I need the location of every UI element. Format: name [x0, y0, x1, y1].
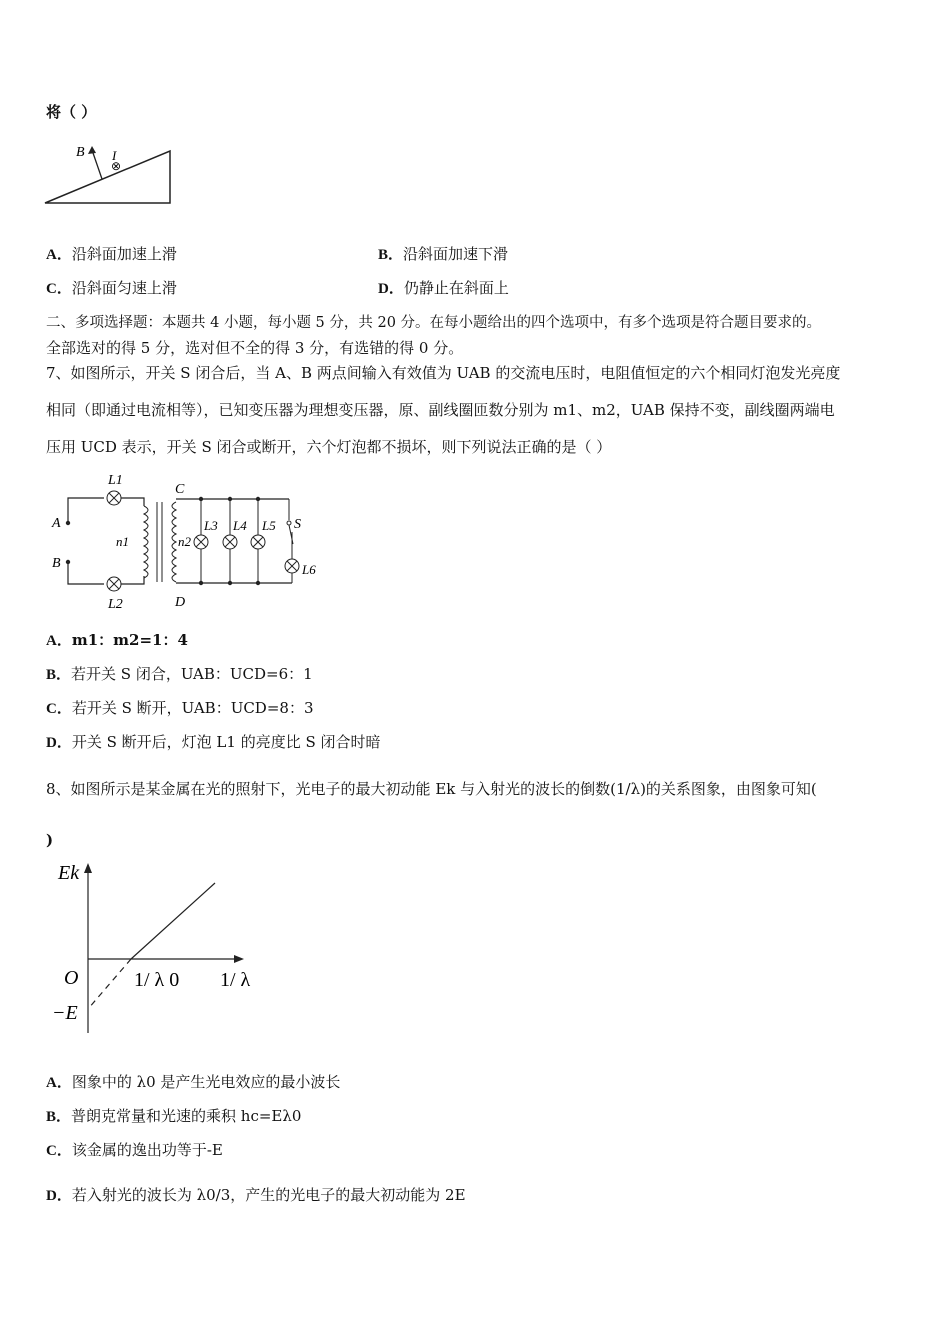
- q8-option-d[interactable]: [46, 1184, 466, 1207]
- q8-stem-line1: 8、如图所示是某金属在光的照射下，光电子的最大初动能 Ek 与入射光的波长的倒数(1/λ)的关系图象，由图象可知(: [46, 780, 817, 798]
- q7-stem-line2: 相同（即通过电流相等），已知变压器为理想变压器，原、副线圈匝数分别为 m1、m2，UAB 保持不变，副线圈两端电: [46, 401, 835, 419]
- label-l3: L3: [204, 518, 218, 533]
- primary-coil: [144, 506, 148, 578]
- label-l2: L2: [108, 597, 123, 612]
- q7-option-b[interactable]: [46, 663, 313, 686]
- q8-option-a[interactable]: [46, 1071, 340, 1094]
- option-text: 普朗克常量和光速的乘积 hc=Eλ0: [71, 1107, 302, 1125]
- option-letter: A．: [46, 247, 72, 263]
- option-letter: D．: [378, 281, 404, 297]
- label-y-intercept: −E: [52, 1002, 78, 1024]
- option-text: 沿斜面加速下滑: [403, 245, 509, 263]
- label-i: I: [112, 148, 117, 163]
- section2-heading-line2: 全部选对的得 5 分，选对但不全的得 3 分，有选错的得 0 分。: [46, 339, 464, 357]
- label-d: D: [175, 595, 186, 610]
- option-text: 若开关 S 断开，UAB：UCD=8：3: [71, 699, 314, 717]
- q7-option-c[interactable]: [46, 697, 314, 720]
- option-letter: B．: [46, 1109, 72, 1125]
- q6-option-b[interactable]: [378, 243, 508, 266]
- label-b: B: [76, 145, 85, 160]
- label-a: A: [52, 516, 61, 531]
- label-ek: Ek: [58, 862, 80, 884]
- q8-option-c[interactable]: [46, 1139, 223, 1162]
- wire-a: [68, 498, 104, 523]
- q7-stem-line1: 7、如图所示，开关 S 闭合后，当 A、B 两点间输入有效值为 UAB 的交流电压时，电阻值恒定的六个相同灯泡发光亮度: [46, 364, 841, 382]
- switch-s: [287, 521, 291, 525]
- label-n2: n2: [178, 534, 191, 549]
- option-text: 若入射光的波长为 λ0/3，产生的光电子的最大初动能为 2E: [71, 1186, 466, 1204]
- label-l4: L4: [233, 518, 247, 533]
- q8-stem-line2: ): [46, 831, 54, 849]
- b-field-arrow: [92, 150, 102, 179]
- question-tail: 将（ ）: [46, 103, 97, 121]
- q6-option-c[interactable]: [46, 277, 177, 300]
- ek-line-extension: [88, 959, 131, 1009]
- incline-triangle: [45, 151, 170, 203]
- section2-heading-line1: 二、多项选择题：本题共 4 小题，每小题 5 分，共 20 分。在每小题给出的四个选项中，有多个选项是符合题目要求的。: [46, 315, 822, 331]
- option-text: 沿斜面匀速上滑: [71, 279, 177, 297]
- label-l1: L1: [108, 473, 123, 488]
- option-letter: D．: [46, 1188, 72, 1204]
- option-letter: C．: [46, 281, 72, 297]
- ek-line: [131, 883, 215, 959]
- option-text: m1：m2=1：4: [71, 631, 188, 649]
- option-letter: C．: [46, 701, 72, 717]
- option-text: 该金属的逸出功等于-E: [71, 1141, 223, 1159]
- option-text: 开关 S 断开后，灯泡 L1 的亮度比 S 闭合时暗: [71, 733, 381, 751]
- option-text: 若开关 S 闭合，UAB：UCD=6：1: [71, 665, 313, 683]
- label-n1: n1: [116, 534, 129, 549]
- y-arrowhead: [84, 863, 92, 873]
- q6-option-a[interactable]: [46, 243, 177, 266]
- secondary-coil: [172, 502, 176, 582]
- option-text: 沿斜面加速上滑: [71, 245, 177, 263]
- q6-option-d[interactable]: [378, 277, 509, 300]
- label-b: B: [52, 556, 61, 571]
- option-letter: B．: [378, 247, 404, 263]
- q7-option-d[interactable]: [46, 731, 381, 754]
- current-into-page-icon: ⊗: [111, 159, 122, 173]
- label-s: S: [294, 517, 301, 532]
- option-text: 图象中的 λ0 是产生光电效应的最小波长: [71, 1073, 341, 1091]
- b-arrowhead: [88, 146, 96, 154]
- option-text: 仍静止在斜面上: [403, 279, 509, 297]
- ek-vs-inverse-wavelength-graph: [48, 855, 268, 1045]
- option-letter: B．: [46, 667, 72, 683]
- q7-stem-line3: 压用 UCD 表示，开关 S 闭合或断开，六个灯泡都不损坏，则下列说法正确的是（ ）: [46, 438, 612, 456]
- transformer-circuit-figure: [44, 470, 334, 615]
- label-c: C: [175, 482, 185, 497]
- option-letter: D．: [46, 735, 72, 751]
- label-l5: L5: [262, 518, 276, 533]
- label-l6: L6: [302, 562, 316, 577]
- label-x-axis: 1/ λ: [220, 969, 251, 991]
- q8-option-b[interactable]: [46, 1105, 301, 1128]
- incline-figure: [40, 140, 180, 210]
- option-letter: A．: [46, 633, 72, 649]
- option-letter: C．: [46, 1143, 72, 1159]
- label-x-intercept: 1/ λ 0: [134, 969, 180, 991]
- label-origin: O: [64, 967, 79, 989]
- option-letter: A．: [46, 1075, 72, 1091]
- x-arrowhead: [234, 955, 244, 963]
- wire-b: [68, 562, 104, 584]
- q7-option-a[interactable]: [46, 629, 188, 652]
